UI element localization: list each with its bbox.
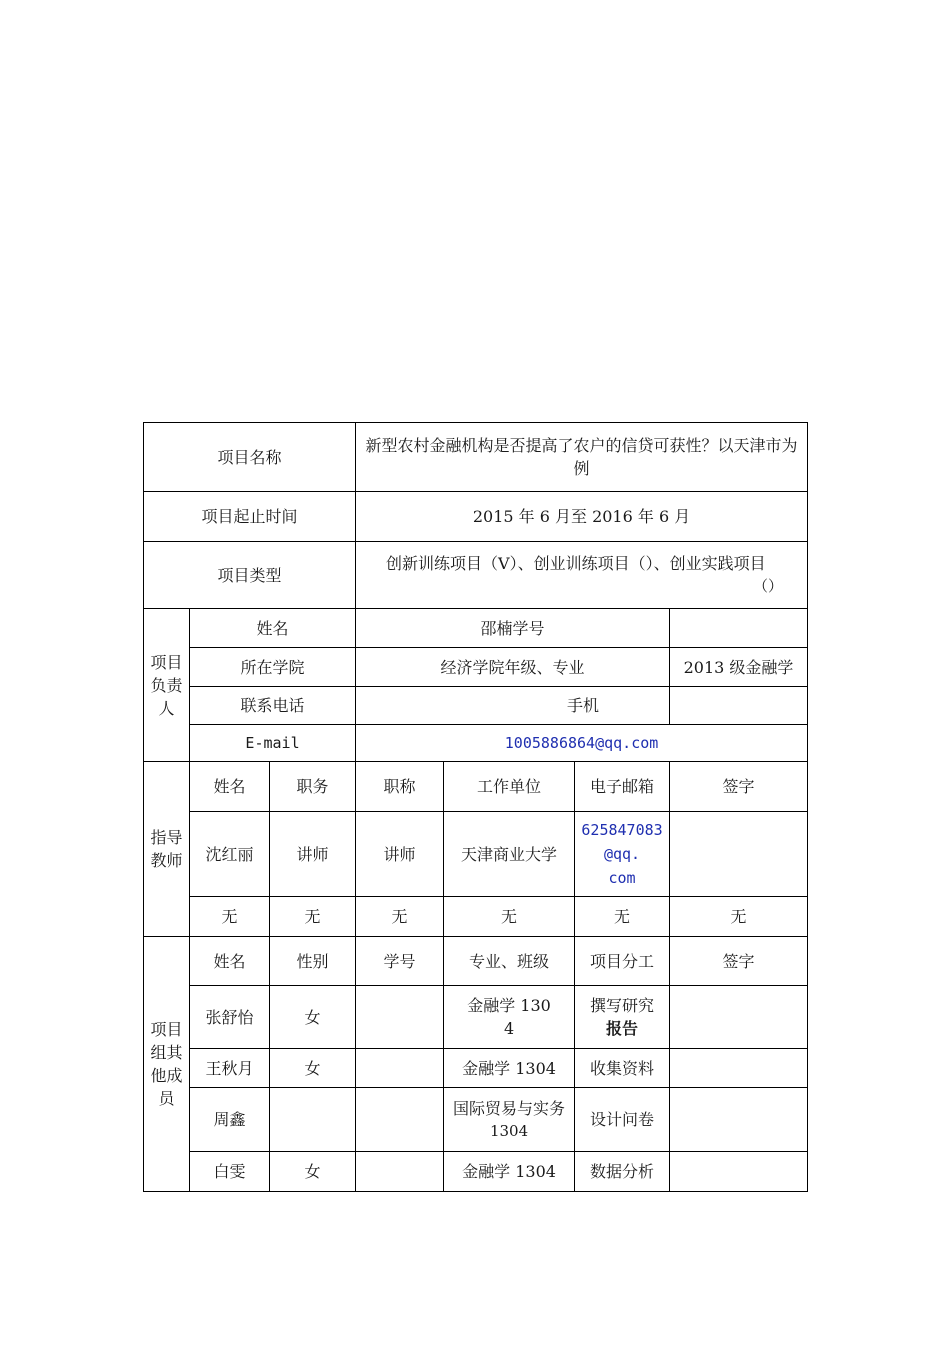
teacher-header-unit: 工作单位 [444,762,575,812]
member-row [144,1049,808,1088]
leader-college-label: 所在学院 [190,648,356,687]
leader-grade-value: 2013 级金融学 [670,648,808,687]
member-row [144,1088,808,1152]
member-major [444,1088,575,1152]
teacher-position: 讲师 [270,812,356,897]
teacher-header-row [144,762,808,812]
project-type-label: 项目类型 [144,542,356,609]
member-task: 数据分析 [575,1152,670,1192]
project-form-table [143,422,808,1192]
member-id [356,1088,444,1152]
teacher-none-row [144,897,808,937]
member-name: 白雯 [190,1152,270,1192]
member-id [356,1049,444,1088]
teacher-header-name: 姓名 [190,762,270,812]
members-header-id: 学号 [356,937,444,986]
teacher-header-signature: 签字 [670,762,808,812]
teacher-none-cell: 无 [444,897,575,937]
leader-mobile-value [670,687,808,725]
teacher-none-cell: 无 [575,897,670,937]
member-id [356,986,444,1049]
member-major-line1: 国际贸易与实务 [453,1098,566,1118]
teacher-none-cell: 无 [356,897,444,937]
members-header-row [144,937,808,986]
leader-phone-label: 联系电话 [190,687,356,725]
member-task: 设计问卷 [575,1088,670,1152]
teacher-header-email: 电子邮箱 [575,762,670,812]
member-signature [670,1152,808,1192]
member-major: 金融学 1304 [444,1152,575,1192]
members-header-signature: 签字 [670,937,808,986]
teacher-signature [670,812,808,897]
member-major-line2: 1304 [489,1121,529,1140]
member-signature [670,1049,808,1088]
member-task [575,986,670,1049]
member-major-line1: 金融学 130 [467,996,551,1015]
member-task: 收集资料 [575,1049,670,1088]
member-row [144,986,808,1049]
project-period-label: 项目起止时间 [144,492,356,542]
teacher-email-link[interactable] [575,812,670,897]
teacher-email-line3: com [608,869,636,887]
leader-name-row [144,609,808,648]
member-signature [670,986,808,1049]
members-header-task: 项目分工 [575,937,670,986]
teacher-email-line1: 625847083 [581,821,663,839]
project-period-row [144,492,808,542]
leader-name-label: 姓名 [190,609,356,648]
leader-college-value: 经济学院年级、专业 [356,648,670,687]
teacher-row [144,812,808,897]
project-period-value: 2015 年 6 月至 2016 年 6 月 [356,492,808,542]
project-type-line2: （） [753,577,784,595]
teacher-unit: 天津商业大学 [444,812,575,897]
leader-email-link[interactable]: 1005886864@qq.com [356,725,808,762]
teacher-section-label: 指导教师 [144,762,190,937]
members-header-gender: 性别 [270,937,356,986]
project-name-value: 新型农村金融机构是否提高了农户的信贷可获性？以天津市为例 [356,423,808,492]
member-task-line1: 撰写研究 [590,996,655,1015]
teacher-none-cell: 无 [270,897,356,937]
member-gender [270,1088,356,1152]
member-name: 张舒怡 [190,986,270,1049]
member-task-line2: 报告 [606,1019,639,1038]
project-type-line1: 创新训练项目（V）、创业训练项目（）、创业实践项目 [386,554,766,573]
project-type-value [356,542,808,609]
leader-email-row [144,725,808,762]
teacher-email-line2: @qq. [603,845,641,863]
members-header-name: 姓名 [190,937,270,986]
member-gender: 女 [270,986,356,1049]
leader-phone-row [144,687,808,725]
project-name-label: 项目名称 [144,423,356,492]
members-header-major: 专业、班级 [444,937,575,986]
member-gender: 女 [270,1049,356,1088]
project-type-row [144,542,808,609]
member-major [444,986,575,1049]
project-name-row [144,423,808,492]
leader-email-label: E-mail [190,725,356,762]
leader-phone-value: 手机 [356,687,670,725]
member-id [356,1152,444,1192]
member-name: 王秋月 [190,1049,270,1088]
member-gender: 女 [270,1152,356,1192]
leader-section-label: 项目负责人 [144,609,190,762]
leader-student-id-value [670,609,808,648]
members-section-label: 项目组其他成员 [144,937,190,1192]
teacher-header-title: 职称 [356,762,444,812]
member-signature [670,1088,808,1152]
member-name: 周鑫 [190,1088,270,1152]
leader-name-value: 邵楠学号 [356,609,670,648]
leader-college-row [144,648,808,687]
teacher-title: 讲师 [356,812,444,897]
member-major-line2: 4 [503,1019,515,1038]
teacher-name: 沈红丽 [190,812,270,897]
member-row [144,1152,808,1192]
member-major: 金融学 1304 [444,1049,575,1088]
teacher-none-cell: 无 [670,897,808,937]
teacher-header-position: 职务 [270,762,356,812]
teacher-none-cell: 无 [190,897,270,937]
